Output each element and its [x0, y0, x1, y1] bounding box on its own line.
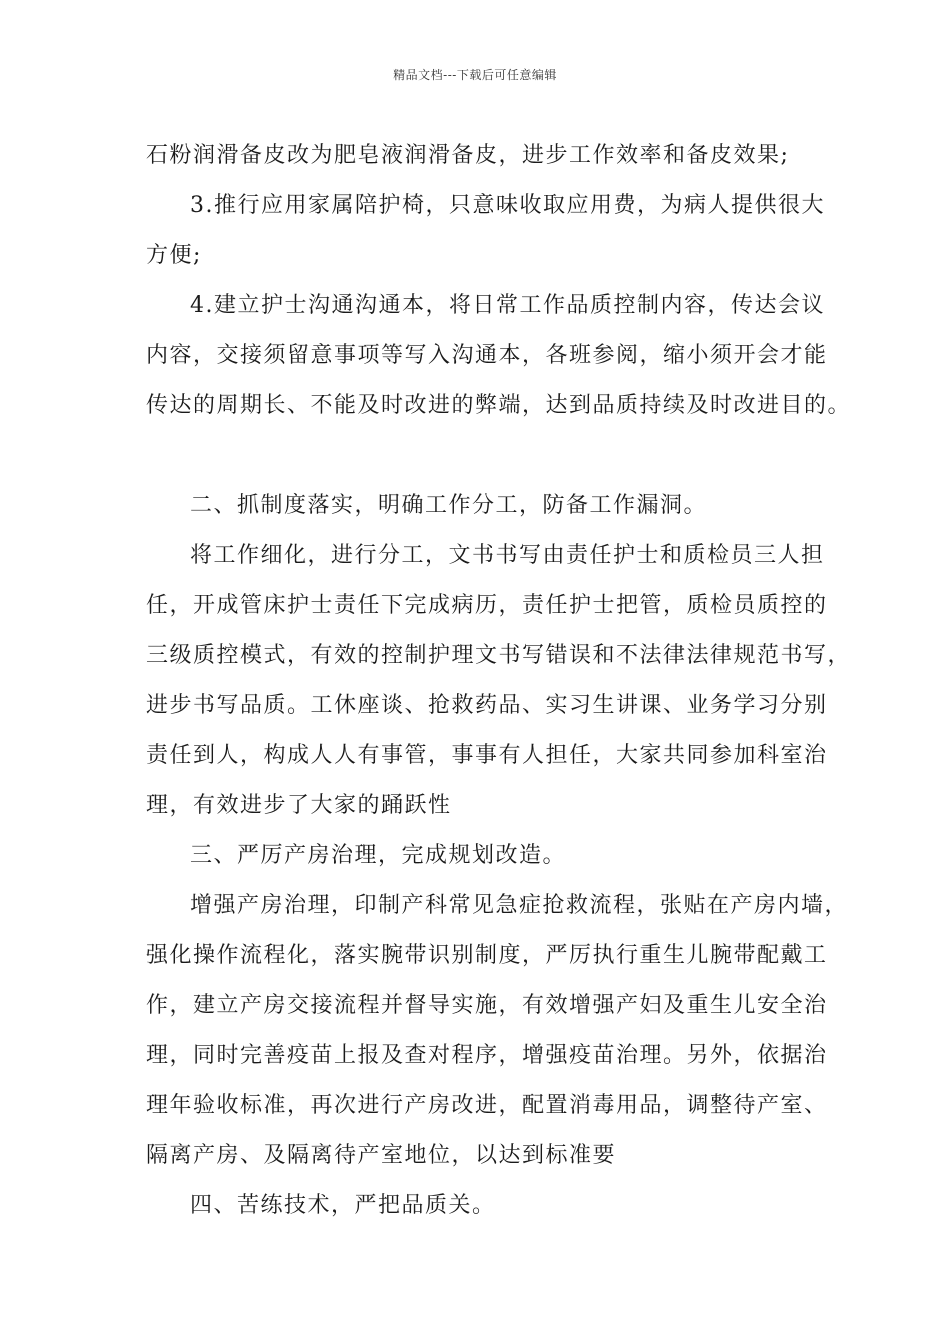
section-2-line: 任，开成管床护士责任下完成病历，责任护士把管，质检员质控的 [146, 593, 828, 618]
section-3-line: 理，同时完善疫苗上报及查对程序，增强疫苗治理。另外，依据治 [146, 1043, 828, 1068]
section-2-line: 责任到人，构成人人有事管，事事有人担任，大家共同参加科室治 [146, 743, 828, 768]
section-3-line: 增强产房治理，印制产科常见急症抢救流程，张贴在产房内墙， [190, 893, 849, 918]
section-2-line: 三级质控模式，有效的控制护理文书写错误和不法律法律规范书写， [146, 643, 852, 668]
list-item-4-line: 内容，交接须留意事项等写入沟通本，各班参阅，缩小须开会才能 [146, 343, 828, 368]
section-heading-4: 四、苦练技术，严把品质关。 [190, 1193, 496, 1218]
blank-line [146, 431, 822, 481]
list-item-3-line: 方便; [146, 243, 202, 268]
paragraph-line: 石粉润滑备皮改为肥皂液润滑备皮，进步工作效率和备皮效果; [146, 143, 790, 168]
list-item-4-line: 4.建立护士沟通沟通本，将日常工作品质控制内容，传达会议 [190, 293, 825, 318]
document-body [146, 131, 852, 1231]
section-3-line: 作，建立产房交接流程并督导实施，有效增强产妇及重生儿安全治 [146, 993, 828, 1018]
section-3-line: 强化操作流程化，落实腕带识别制度，严厉执行重生儿腕带配戴工 [146, 943, 828, 968]
section-3-line: 理年验收标准，再次进行产房改进，配置消毒用品，调整待产室、 [146, 1093, 828, 1118]
section-2-line: 将工作细化，进行分工，文书书写由责任护士和质检员三人担 [190, 543, 825, 568]
section-heading-3: 三、严厉产房治理，完成规划改造。 [190, 843, 567, 868]
list-item-3-line: 3.推行应用家属陪护椅，只意味收取应用费，为病人提供很大 [190, 193, 825, 218]
list-item-4-line: 传达的周期长、不能及时改进的弊端，达到品质持续及时改进目的。 [146, 393, 852, 418]
page-header: 精品文档---下载后可任意编辑 [393, 68, 557, 82]
section-2-line: 理，有效进步了大家的踊跃性 [146, 793, 452, 818]
section-heading-2: 二、抓制度落实，明确工作分工，防备工作漏洞。 [190, 493, 708, 518]
section-3-line: 隔离产房、及隔离待产室地位，以达到标准要 [146, 1143, 617, 1168]
section-2-line: 进步书写品质。工休座谈、抢救药品、实习生讲课、业务学习分别 [146, 693, 828, 718]
